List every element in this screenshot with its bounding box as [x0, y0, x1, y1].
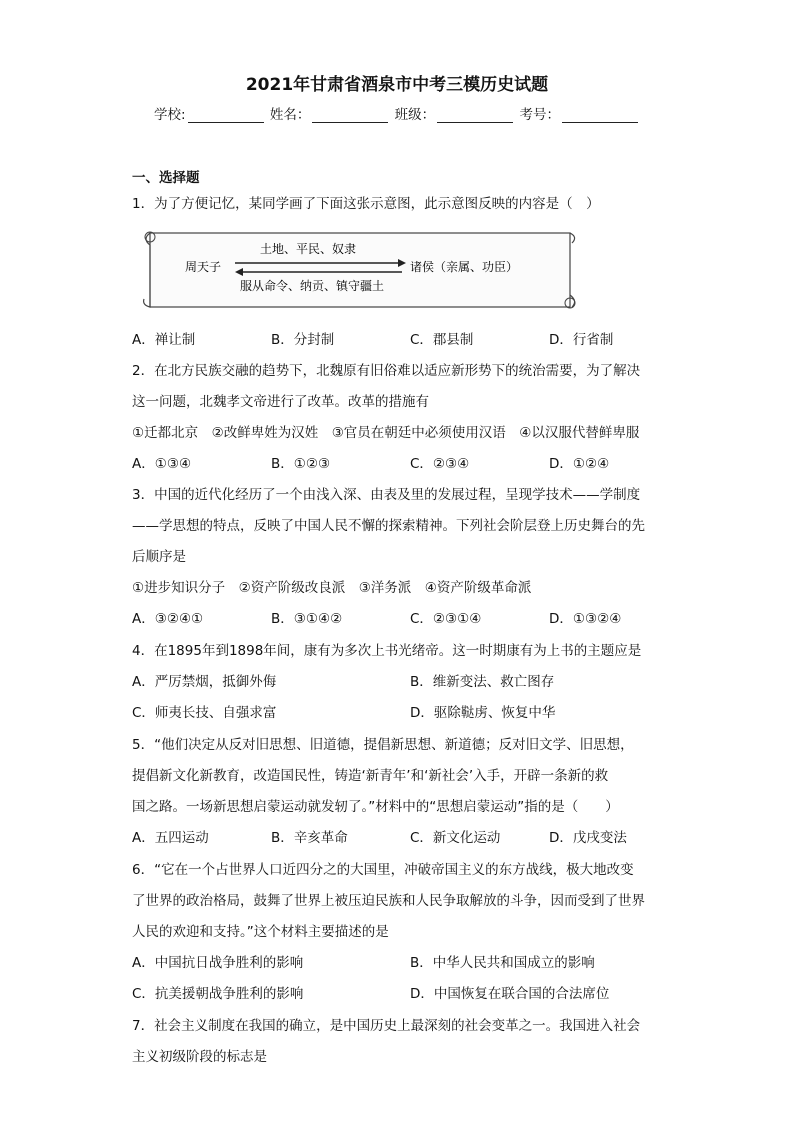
question-5-line-1: 5．“他们决定从反对旧思想、旧道德，提倡新思想、新道德；反对旧文学、旧思想， [132, 737, 634, 753]
question-5-line-2: 提倡新文化新教育，改造国民性，铸造‘新青年’和‘新社会’入手，开辟一条新的救 [132, 768, 609, 784]
question-7-line-2: 主义初级阶段的标志是 [132, 1049, 267, 1065]
q5-option-c[interactable]: C．新文化运动 [410, 830, 501, 846]
q1-option-a[interactable]: A．禅让制 [132, 332, 196, 348]
question-6-line-2: 了世界的政治格局，鼓舞了世界上被压迫民族和人民争取解放的斗争，因而受到了世界 [132, 893, 645, 909]
class-blank [437, 108, 513, 123]
q3-option-a[interactable]: A．③②④① [132, 611, 204, 627]
question-3-line-3: 后顺序是 [132, 549, 186, 565]
q5-option-b[interactable]: B．辛亥革命 [271, 830, 348, 846]
question-1-text: 1．为了方便记忆，某同学画了下面这张示意图，此示意图反映的内容是（ ） [132, 196, 600, 212]
diagram-top-label: 土地、平民、奴隶 [260, 242, 357, 256]
q4-option-b[interactable]: B．维新变法、救亡图存 [410, 674, 555, 690]
class-label: 班级： [394, 107, 436, 123]
q1-option-b[interactable]: B．分封制 [271, 332, 335, 348]
question-6-line-1: 6．“它在一个占世界人口近四分之的大国里，冲破帝国主义的东方战线，极大地改变 [132, 862, 634, 878]
question-3-items: ①进步知识分子 ②资产阶级改良派 ③洋务派 ④资产阶级革命派 [132, 580, 532, 596]
question-2-items: ①迁都北京 ②改鲜卑姓为汉姓 ③官员在朝廷中必须使用汉语 ④以汉服代替鲜卑服 [132, 425, 640, 441]
question-5-line-3: 国之路。一场新思想启蒙运动就发轫了。”材料中的“思想启蒙运动”指的是（ ） [132, 799, 619, 815]
q2-option-c[interactable]: C．②③④ [410, 456, 470, 472]
diagram-bottom-label: 服从命令、纳贡、镇守疆土 [240, 279, 385, 293]
question-2-line-2: 这一问题，北魏孝文帝进行了改革。改革的措施有 [132, 394, 429, 410]
school-blank [188, 108, 264, 123]
scroll-diagram [140, 225, 580, 315]
q3-option-d[interactable]: D．①③②④ [549, 611, 622, 627]
q1-option-d[interactable]: D．行省制 [549, 332, 614, 348]
exam-no-blank [562, 108, 638, 123]
q5-option-a[interactable]: A．五四运动 [132, 830, 209, 846]
q4-option-c[interactable]: C．师夷长技、自强求富 [132, 705, 277, 721]
q4-option-a[interactable]: A．严厉禁烟，抵御外侮 [132, 674, 277, 690]
diagram-left-label: 周天子 [185, 260, 222, 274]
question-3-line-2: ——学思想的特点，反映了中国人民不懈的探索精神。下列社会阶层登上历史舞台的先 [132, 518, 645, 534]
section-heading: 一、选择题 [132, 170, 200, 186]
page-title: 2021年甘肃省酒泉市中考三模历史试题 [245, 75, 549, 95]
q2-option-d[interactable]: D．①②④ [549, 456, 610, 472]
q6-option-d[interactable]: D．中国恢复在联合国的合法席位 [410, 986, 610, 1002]
q6-option-b[interactable]: B．中华人民共和国成立的影响 [410, 955, 595, 971]
exam-no-label: 考号： [519, 107, 560, 123]
q6-option-a[interactable]: A．中国抗日战争胜利的影响 [132, 955, 304, 971]
q5-option-d[interactable]: D．戊戌变法 [549, 830, 627, 846]
student-info-row [0, 103, 794, 123]
q2-option-b[interactable]: B．①②③ [271, 456, 331, 472]
q2-option-a[interactable]: A．①③④ [132, 456, 192, 472]
name-label: 姓名： [269, 107, 311, 123]
question-2-line-1: 2．在北方民族交融的趋势下，北魏原有旧俗难以适应新形势下的统治需要，为了解决 [132, 363, 641, 379]
question-4-line-1: 4．在1895年到1898年间，康有为多次上书光绪帝。这一时期康有为上书的主题应是 [132, 643, 642, 659]
question-3-line-1: 3．中国的近代化经历了一个由浅入深、由表及里的发展过程，呈现学技术——学制度 [132, 487, 641, 503]
diagram-right-label: 诸侯（亲属、功臣） [410, 260, 519, 274]
q3-option-b[interactable]: B．③①④② [271, 611, 343, 627]
name-blank [312, 108, 388, 123]
school-label: 学校: [154, 107, 186, 123]
question-7-line-1: 7．社会主义制度在我国的确立，是中国历史上最深刻的社会变革之一。我国进入社会 [132, 1018, 641, 1034]
q4-option-d[interactable]: D．驱除鞑虏、恢复中华 [410, 705, 556, 721]
q3-option-c[interactable]: C．②③①④ [410, 611, 482, 627]
question-6-line-3: 人民的欢迎和支持。”这个材料主要描述的是 [132, 924, 389, 940]
q6-option-c[interactable]: C．抗美援朝战争胜利的影响 [132, 986, 304, 1002]
q1-option-c[interactable]: C．郡县制 [410, 332, 474, 348]
